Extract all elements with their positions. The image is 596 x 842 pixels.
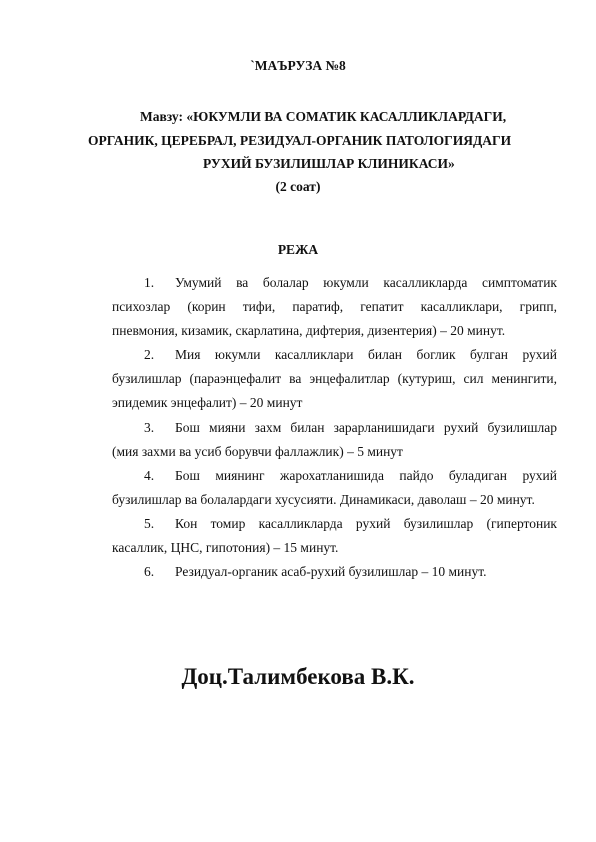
- plan-item-line: Бош мияни захм билан зарарланишидаги рухий бузилишлар: [175, 420, 557, 435]
- plan-item-number: 5.: [144, 516, 155, 531]
- plan-item-number: 4.: [144, 468, 155, 483]
- plan-item-line: бузилишлар (параэнцефалит ва энцефалитлар (кутуриш, сил менингити,: [112, 371, 557, 386]
- topic-hours: (2 соат): [275, 179, 321, 194]
- author-signature: Доц.Талимбекова В.К.: [181, 664, 415, 689]
- topic-line-2: ОРГАНИК, ЦЕРЕБРАЛ, РЕЗИДУАЛ-ОРГАНИК ПАТОЛОГИЯДАГИ: [88, 133, 512, 148]
- lecture-title: `МАЪРУЗА №8: [250, 58, 346, 73]
- plan-item-line: эпидемик энцефалит) – 20 минут: [112, 395, 303, 410]
- plan-item-line: Резидуал-органик асаб-рухий бузилишлар – 10 минут.: [175, 564, 487, 579]
- plan-item-number: 1.: [144, 275, 155, 290]
- plan-item-line: касаллик, ЦНС, гипотония) – 15 минут.: [112, 540, 339, 555]
- topic-line-1: Мавзу: «ЮКУМЛИ ВА СОМАТИК КАСАЛЛИКЛАРДАГИ,: [140, 109, 507, 124]
- plan-item-number: 6.: [144, 564, 155, 579]
- plan-item-line: Кон томир касалликларда рухий бузилишлар (гипертоник: [175, 516, 557, 531]
- plan-item-line: (мия захми ва усиб борувчи фаллажлик) – 5 минут: [112, 444, 403, 459]
- topic-line-3: РУХИЙ БУЗИЛИШЛАР КЛИНИКАСИ»: [203, 156, 455, 171]
- plan-item-line: психозлар (корин тифи, паратиф, гепатит касалликлари, грипп,: [112, 299, 557, 314]
- plan-heading: РЕЖА: [277, 242, 319, 257]
- plan-item-line: Мия юкумли касалликлари билан боглик булган рухий: [175, 347, 557, 362]
- plan-item-number: 3.: [144, 420, 155, 435]
- plan-item-line: пневмония, кизамик, скарлатина, дифтерия, дизентерия) – 20 минут.: [112, 323, 506, 338]
- plan-item-line: Умумий ва болалар юкумли касалликларда симптоматик: [175, 275, 557, 290]
- plan-item-line: бузилишлар ва болалардаги хусусияти. Динамикаси, даволаш – 20 минут.: [112, 492, 535, 507]
- plan-item-line: Бош миянинг жарохатланишида пайдо буладиган рухий: [175, 468, 557, 483]
- plan-item-number: 2.: [144, 347, 155, 362]
